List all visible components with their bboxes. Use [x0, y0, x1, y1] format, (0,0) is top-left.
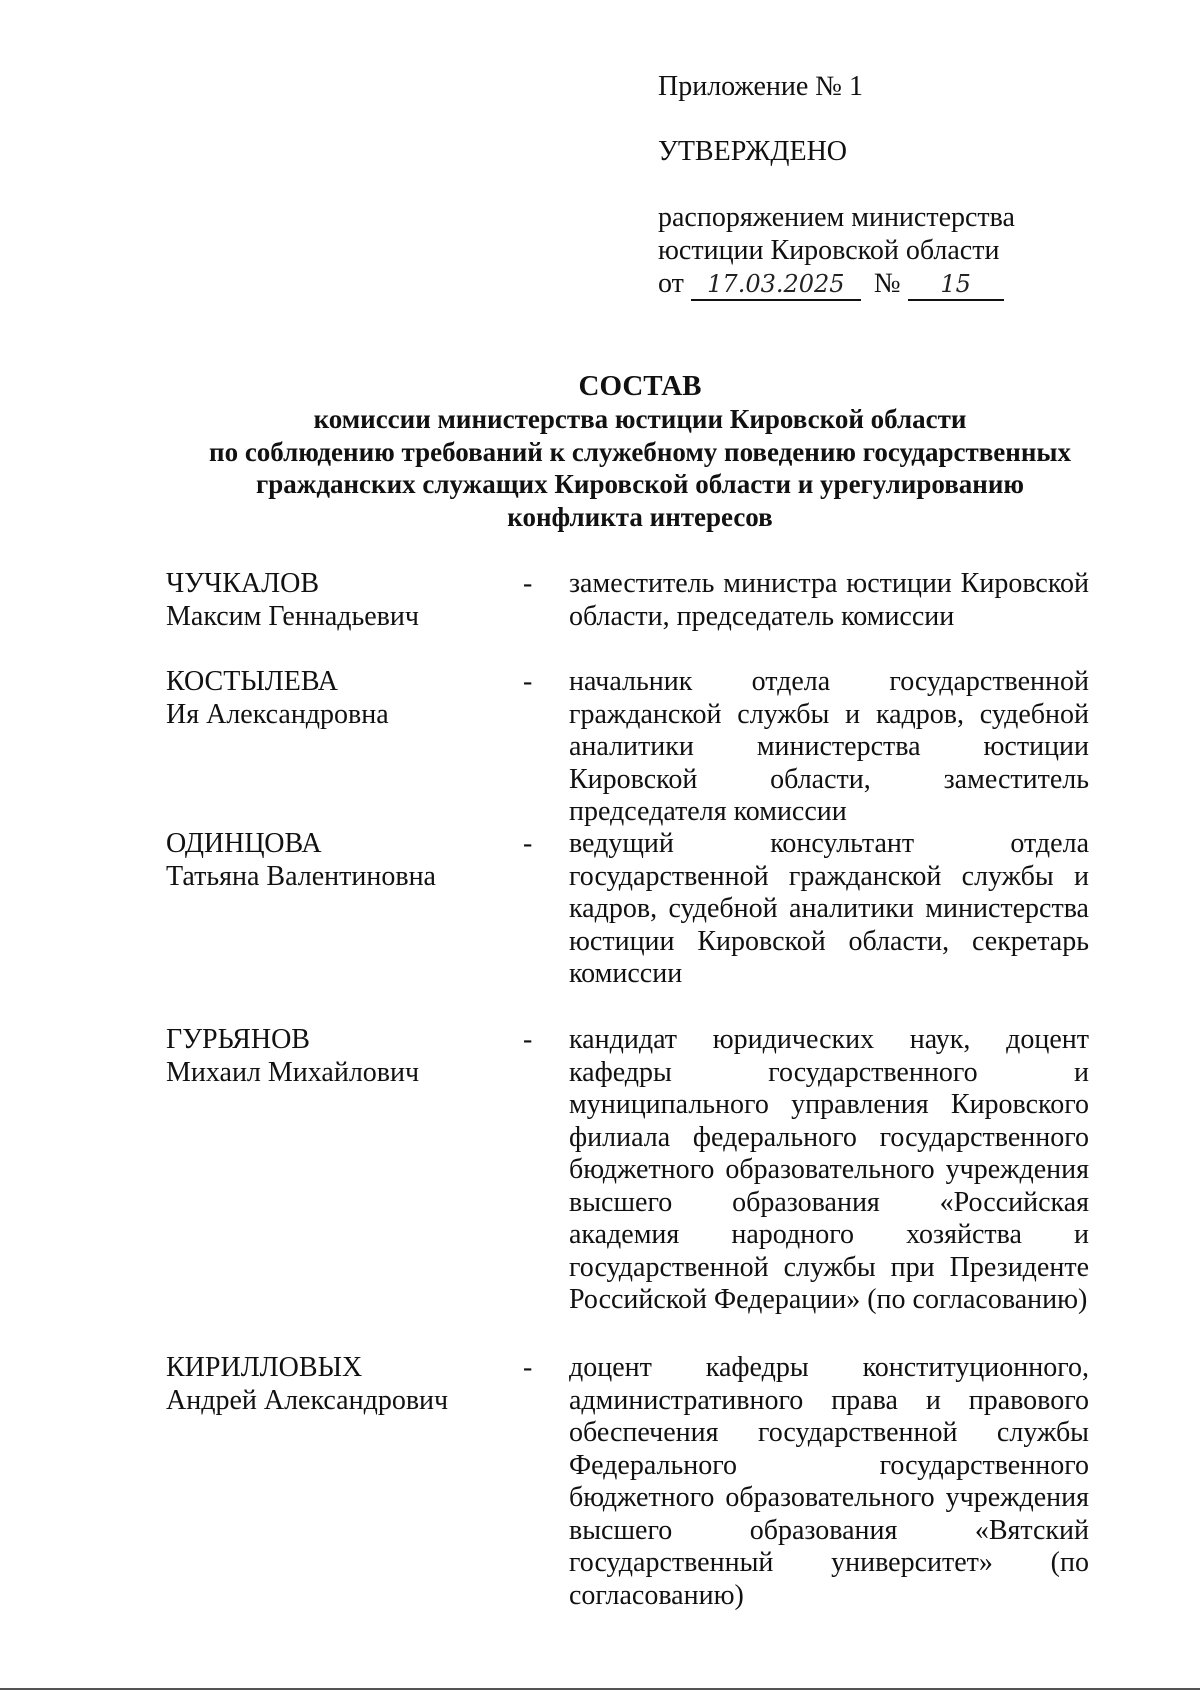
member-name	[166, 568, 506, 633]
member-dash: -	[523, 1352, 533, 1383]
member-position: ведущий консультант отдела государственной гражданской службы и кадров, судебной аналитики министерства юстиции Кировской области, секретарь комиссии	[569, 828, 1089, 989]
handwritten-date: 17.03.2025	[691, 269, 861, 301]
member-surname: ОДИНЦОВА	[166, 828, 322, 859]
member-position: доцент кафедры конституционного, административного права и правового обеспечения государственной службы Федерального государственного бюджетного образовательного учреждения высшего образования «Вятский государственный университет» (по согласованию)	[569, 1352, 1089, 1611]
member-position: заместитель министра юстиции Кировской области, председатель комиссии	[569, 568, 1089, 632]
order-line-1: распоряжением министерства	[658, 202, 1015, 233]
number-prefix: №	[873, 268, 901, 299]
member-given-names: Андрей Александрович	[166, 1384, 449, 1416]
member-surname: ГУРЬЯНОВ	[166, 1024, 310, 1055]
member-name	[166, 666, 506, 731]
approved-label: УТВЕРЖДЕНО	[658, 136, 848, 167]
title-line-3: гражданских служащих Кировской области и урегулированию	[255, 469, 1025, 499]
member-given-names: Михаил Михайлович	[166, 1056, 420, 1088]
date-prefix: от	[658, 268, 684, 299]
title-line-1: комиссии министерства юстиции Кировской области	[313, 404, 967, 434]
member-name	[166, 1024, 506, 1089]
member-dash: -	[523, 828, 533, 859]
scan-edge-divider	[0, 1688, 1200, 1690]
member-given-names: Татьяна Валентиновна	[166, 860, 436, 892]
member-dash: -	[523, 1024, 533, 1055]
member-position: начальник отдела государственной гражданской службы и кадров, судебной аналитики министерства юстиции Кировской области, заместитель председателя комиссии	[569, 666, 1089, 827]
handwritten-number: 15	[908, 269, 1004, 301]
member-surname: КОСТЫЛЕВА	[166, 666, 338, 697]
member-given-names: Ия Александровна	[166, 698, 389, 730]
member-dash: -	[523, 568, 533, 599]
member-name	[166, 1352, 506, 1417]
member-surname: ЧУЧКАЛОВ	[166, 568, 320, 599]
order-line-2: юстиции Кировской области	[658, 235, 1000, 266]
order-date-number-line	[658, 267, 1004, 301]
title-line-2: по соблюдению требований к служебному поведению государственных	[209, 436, 1071, 467]
title-main: СОСТАВ	[578, 370, 702, 402]
member-name	[166, 828, 506, 893]
member-surname: КИРИЛЛОВЫХ	[166, 1352, 363, 1383]
appendix-number: Приложение № 1	[658, 71, 863, 102]
member-given-names: Максим Геннадьевич	[166, 600, 419, 632]
member-dash: -	[523, 666, 533, 697]
document-title	[140, 369, 1140, 533]
title-line-4: конфликта интересов	[507, 501, 773, 532]
member-position: кандидат юридических наук, доцент кафедры государственного и муниципального управления Кировского филиала федерального государственного бюджетного образовательного учреждения высшего образования «Российская академия народного хозяйства и государственной службы при Президенте Российской Федерации» (по согласованию)	[569, 1024, 1089, 1315]
